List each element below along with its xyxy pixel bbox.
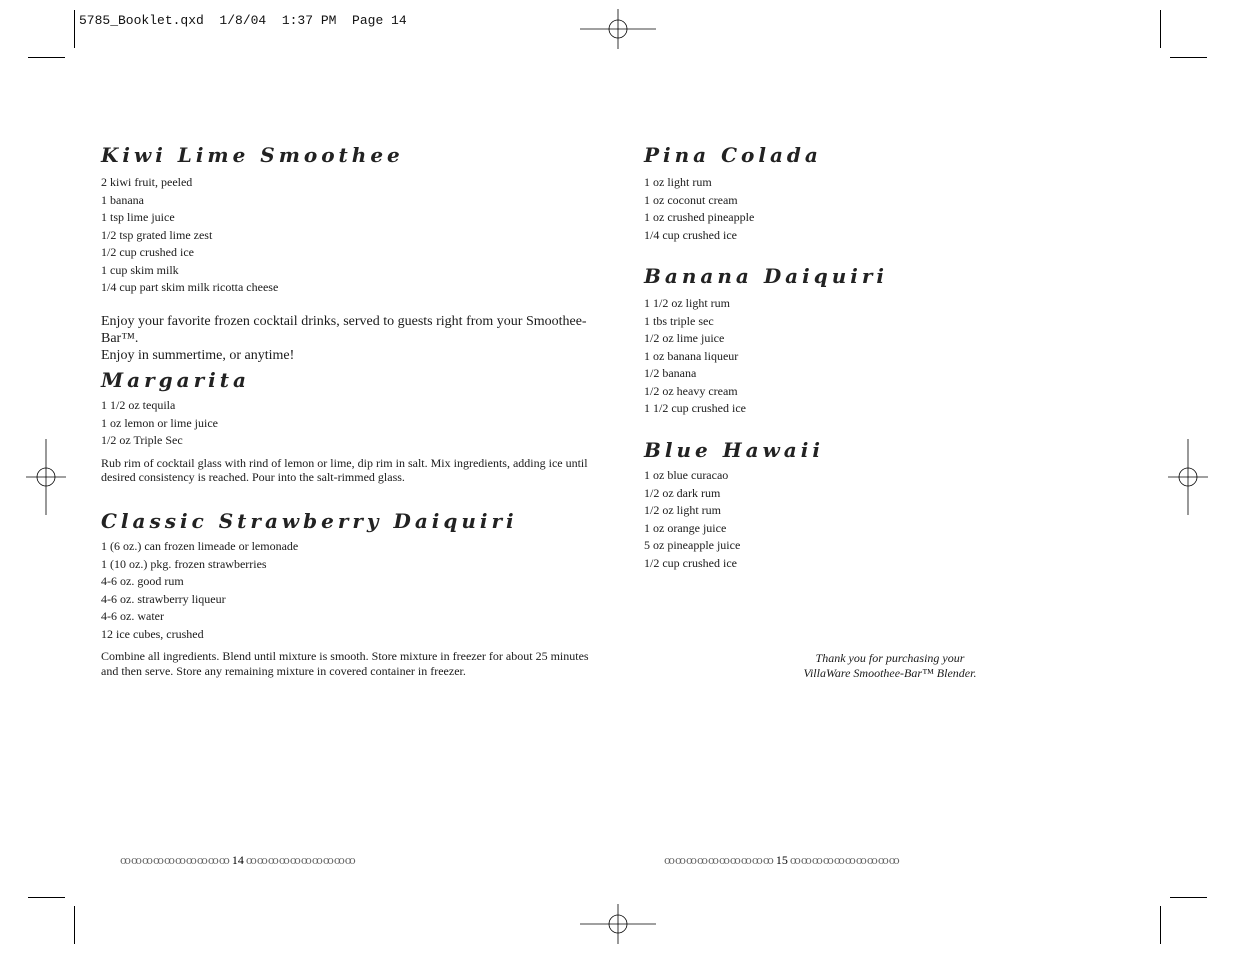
thank-you-note bbox=[760, 651, 1020, 680]
ingredient: 1/2 oz lime juice bbox=[644, 331, 725, 345]
ingredient: 1 oz banana liqueur bbox=[644, 348, 739, 363]
ornament-border: ꝏꝏꝏꝏꝏꝏꝏꝏꝏꝏ bbox=[245, 855, 356, 867]
ingredient-list bbox=[644, 295, 1044, 418]
ingredient: 1/2 oz Triple Sec bbox=[101, 433, 183, 447]
ingredient: 2 kiwi fruit, peeled bbox=[101, 175, 193, 189]
ingredient: 1/2 banana bbox=[644, 366, 697, 380]
ingredient: 1/2 oz heavy cream bbox=[644, 383, 738, 398]
directions-line: and then serve. Store any remaining mixture in covered container in freezer. bbox=[101, 663, 466, 678]
ingredient: 1 banana bbox=[101, 192, 144, 207]
page-number: 14 bbox=[231, 853, 244, 867]
crop-mark-top-right-v bbox=[1160, 10, 1161, 48]
intro-line: Enjoy in summertime, or anytime! bbox=[101, 348, 295, 363]
ingredient: 1/4 cup crushed ice bbox=[644, 227, 737, 242]
ornament-border: ꝏꝏꝏꝏꝏꝏꝏꝏꝏꝏ bbox=[789, 855, 900, 867]
crop-mark-top-left-v bbox=[74, 10, 75, 48]
thank-you-line: VillaWare Smoothee-Bar™ Blender. bbox=[803, 665, 977, 680]
ingredient-list bbox=[101, 174, 591, 297]
ornament-border: ꝏꝏꝏꝏꝏꝏꝏꝏꝏꝏ bbox=[664, 855, 774, 867]
crop-mark-bottom-left-h bbox=[28, 897, 65, 898]
recipe-blue-hawaii bbox=[644, 437, 1044, 572]
directions-line: desired consistency is reached. Pour into the salt-rimmed glass. bbox=[101, 470, 405, 484]
registration-mark-right bbox=[1168, 439, 1208, 515]
directions-line: Rub rim of cocktail glass with rind of lemon or lime, dip rim in salt. Mix ingredients, adding ice until bbox=[101, 455, 588, 470]
ingredient: 1 oz blue curacao bbox=[644, 468, 729, 482]
ingredient: 1 cup skim milk bbox=[101, 262, 179, 277]
ingredient: 12 ice cubes, crushed bbox=[101, 626, 204, 641]
ingredient-list bbox=[644, 174, 1044, 244]
ingredient: 1 (10 oz.) pkg. frozen strawberries bbox=[101, 556, 267, 571]
recipe-pina-colada bbox=[644, 142, 1044, 244]
recipe-title: Blue Hawaii bbox=[644, 438, 824, 462]
registration-mark-bottom bbox=[580, 904, 656, 944]
page-footer-left bbox=[120, 853, 356, 868]
recipe-title: Pina Colada bbox=[644, 143, 822, 167]
page-footer-right bbox=[664, 853, 900, 868]
crop-mark-bottom-right-h bbox=[1170, 897, 1207, 898]
ingredient: 1 oz coconut cream bbox=[644, 192, 738, 207]
ingredient-list bbox=[101, 397, 591, 450]
page-number: 15 bbox=[775, 853, 788, 867]
ingredient: 5 oz pineapple juice bbox=[644, 538, 741, 552]
ingredient: 1/2 cup crushed ice bbox=[644, 555, 737, 570]
recipe-classic-strawberry-daiquiri bbox=[101, 508, 591, 678]
crop-mark-top-left-h bbox=[28, 57, 65, 58]
ornament-border: ꝏꝏꝏꝏꝏꝏꝏꝏꝏꝏ bbox=[120, 855, 230, 867]
ingredient: 1/2 tsp grated lime zest bbox=[101, 227, 213, 242]
ingredient: 1/4 cup part skim milk ricotta cheese bbox=[101, 280, 279, 294]
ingredient-list bbox=[101, 538, 591, 643]
crop-mark-bottom-left-v bbox=[74, 906, 75, 944]
crop-mark-top-right-h bbox=[1170, 57, 1207, 58]
recipe-title: Classic Strawberry Daiquiri bbox=[101, 509, 518, 533]
ingredient: 1 1/2 oz tequila bbox=[101, 398, 176, 412]
ingredient: 1 1/2 cup crushed ice bbox=[644, 401, 746, 415]
ingredient: 1 1/2 oz light rum bbox=[644, 296, 730, 310]
recipe-kiwi-lime-smoothee bbox=[101, 142, 591, 297]
recipe-margarita bbox=[101, 367, 591, 485]
recipe-title: Kiwi Lime Smoothee bbox=[101, 143, 404, 167]
ingredient: 1 oz light rum bbox=[644, 175, 712, 189]
registration-mark-left bbox=[26, 439, 66, 515]
intro-paragraph bbox=[101, 313, 601, 364]
ingredient: 4-6 oz. water bbox=[101, 609, 164, 623]
ingredient: 1/2 oz light rum bbox=[644, 503, 721, 517]
file-slug: 5785_Booklet.qxd 1/8/04 1:37 PM Page 14 bbox=[79, 13, 407, 28]
ingredient: 1 oz orange juice bbox=[644, 520, 727, 535]
ingredient: 1/2 oz dark rum bbox=[644, 485, 721, 500]
recipe-banana-daiquiri bbox=[644, 263, 1044, 418]
ingredient: 1 oz lemon or lime juice bbox=[101, 415, 218, 430]
recipe-title: Margarita bbox=[101, 368, 250, 392]
thank-you-line: Thank you for purchasing your bbox=[815, 651, 965, 665]
crop-mark-bottom-right-v bbox=[1160, 906, 1161, 944]
ingredient: 1 oz crushed pineapple bbox=[644, 210, 755, 224]
directions-line: Combine all ingredients. Blend until mixture is smooth. Store mixture in freezer for about 25 minutes bbox=[101, 649, 589, 663]
ingredient: 1 tbs triple sec bbox=[644, 313, 714, 328]
registration-mark-top bbox=[580, 9, 656, 49]
ingredient-list bbox=[644, 467, 1044, 572]
ingredient: 1 tsp lime juice bbox=[101, 210, 175, 224]
ingredient: 4-6 oz. good rum bbox=[101, 574, 184, 588]
recipe-title: Banana Daiquiri bbox=[644, 264, 888, 288]
ingredient: 1/2 cup crushed ice bbox=[101, 245, 194, 259]
ingredient: 1 (6 oz.) can frozen limeade or lemonade bbox=[101, 539, 299, 553]
ingredient: 4-6 oz. strawberry liqueur bbox=[101, 591, 226, 606]
intro-line: Enjoy your favorite frozen cocktail drinks, served to guests right from your Smoothee-Bar™. bbox=[101, 314, 587, 346]
